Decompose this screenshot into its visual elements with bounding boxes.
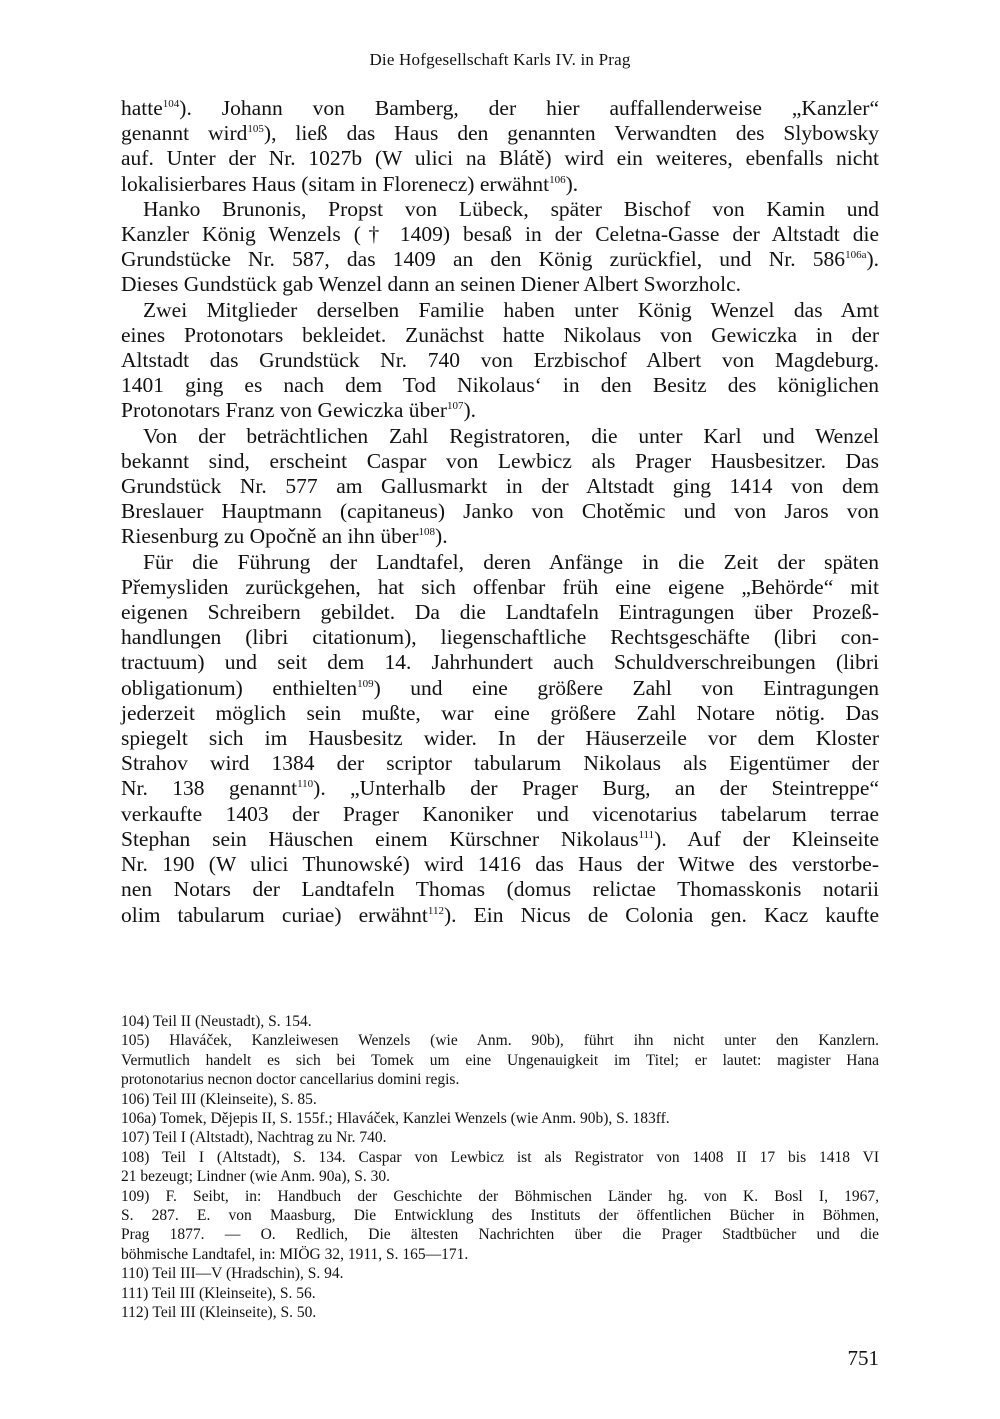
footnote-105-cont: protonotarius necnon doctor cancellarius domini regis. — [121, 1071, 460, 1089]
text-line: Přemysliden zurückgehen, hat sich offenbar früh eine eigene „Behörde“ mit — [121, 574, 879, 599]
text-line: tractuum) und seit dem 14. Jahrhundert auch Schuldverschreibungen (libri — [121, 650, 879, 675]
text-line: bekannt sind, erscheint Caspar von Lewbicz als Prager Hausbesitzer. Das — [121, 448, 879, 473]
text-line: olim tabularum curiae) erwähnt$^{112}$). Ein Nicus de Colonia gen. Kacz kaufte — [121, 902, 879, 927]
footnote-104: 104) Teil II (Neustadt), S. 154. — [121, 1013, 312, 1030]
running-head: Die Hofgesellschaft Karls IV. in Prag — [369, 50, 631, 69]
text-line: Strahov wird 1384 der scriptor tabularum Nikolaus als Eigentümer der — [121, 751, 879, 776]
text-line: verkaufte 1403 der Prager Kanoniker und vicenotarius tabelarum terrae — [121, 801, 879, 826]
text-line: handlungen (libri citationum), liegenschaftliche Rechtsgeschäfte (libri con- — [121, 625, 879, 650]
text-line: Stephan sein Häuschen einem Kürschner Nikolaus$^{111}$). Auf der Kleinseite — [121, 826, 880, 851]
footnote-105-cont: Vermutlich handelt es sich bei Tomek um eine Ungenauigkeit im Titel; er lautet: magister Hana — [121, 1051, 879, 1069]
text-line: Zwei Mitglieder derselben Familie haben unter König Wenzel das Amt — [143, 297, 879, 322]
text-line: Nr. 138 genannt$^{110}$). „Unterhalb der Prager Burg, an der Steintreppe“ — [121, 776, 879, 801]
text-line: Grundstücke Nr. 587, das 1409 an den König zurückfiel, und Nr. $586^{106a}$). — [121, 247, 879, 272]
footnote-ref[interactable]: 110 — [297, 778, 314, 791]
text-line: Riesenburg zu Opočně an ihn über$^{108}$). — [121, 524, 448, 549]
text-line: obligationum) enthielten$^{109}$) und eine größere Zahl von Eintragungen — [121, 675, 879, 700]
footnote-108-cont: 21 bezeugt; Lindner (wie Anm. 90a), S. 30. — [121, 1168, 391, 1186]
footnote-ref[interactable]: 107 — [447, 400, 464, 413]
footnote-ref[interactable]: 112 — [427, 904, 444, 917]
footnotes — [121, 1012, 879, 1323]
text-line: 1401 ging es nach dem Tod Nikolaus‘ in den Besitz des königlichen — [121, 373, 879, 398]
text-line: hatte$^{104}$). Johann von Bamberg, der hier auffallenderweise „Kanzler“ — [121, 96, 879, 120]
footnote-109-cont: Prag 1877. — O. Redlich, Die ältesten Nachrichten über die Prager Stadtbücher und die — [121, 1226, 879, 1244]
footnote-ref[interactable]: 105 — [247, 122, 264, 135]
text-line: Altstadt das Grundstück Nr. 740 von Erzbischof Albert von Magdeburg. — [121, 348, 879, 373]
footnote-111: 111) Teil III (Kleinseite), S. 56. — [121, 1284, 316, 1302]
page-number: 751 — [847, 1346, 879, 1370]
footnote-109-cont: böhmische Landtafel, in: MIÖG 32, 1911, S. 165—171. — [121, 1245, 469, 1263]
text-line: Nr. 190 (W ulici Thunowské) wird 1416 das Haus der Witwe des verstorbe- — [121, 852, 879, 877]
text-line: Grundstück Nr. 577 am Gallusmarkt in der Altstadt ging 1414 von dem — [121, 474, 879, 499]
footnote-106a: 106a) Tomek, Dějepis II, S. 155f.; Hlaváček, Kanzlei Wenzels (wie Anm. 90b), S. 183ff. — [121, 1110, 670, 1128]
footnote-ref[interactable]: 109 — [357, 677, 374, 690]
footnote-ref[interactable]: 104 — [162, 97, 180, 110]
text-line: Für die Führung der Landtafel, deren Anfänge in die Zeit der späten — [143, 549, 879, 574]
footnote-ref[interactable]: 111 — [638, 828, 655, 841]
footnote-106: 106) Teil III (Kleinseite), S. 85. — [121, 1090, 317, 1108]
text-line: Hanko Brunonis, Propst von Lübeck, später Bischof von Kamin und — [143, 196, 879, 221]
text-line: eigenen Schreibern gebildet. Da die Landtafeln Eintragungen über Prozeß- — [121, 600, 879, 625]
text-line: Kanzler König Wenzels († 1409) besaß in der Celetna-Gasse der Altstadt die — [121, 222, 879, 247]
text-line: Protonotars Franz von Gewiczka über$^{107}$). — [121, 398, 477, 423]
text-line: jederzeit möglich sein mußte, war eine größere Zahl Notare nötig. Das — [121, 700, 879, 725]
main-text — [121, 96, 879, 928]
footnote-109: 109) F. Seibt, in: Handbuch der Geschichte der Böhmischen Länder hg. von K. Bosl I, 1967, — [121, 1187, 879, 1205]
footnote-112: 112) Teil III (Kleinseite), S. 50. — [121, 1304, 317, 1322]
text-line: lokalisierbares Haus (sitam in Florenecz) erwähnt$^{106}$). — [121, 171, 579, 196]
text-line: genannt wird$^{105}$), ließ das Haus den genannten Verwandten des Slybowsky — [121, 121, 880, 146]
footnote-107: 107) Teil I (Altstadt), Nachtrag zu Nr. 740. — [121, 1129, 387, 1147]
text-line: spiegelt sich im Hausbesitz wider. In der Häuserzeile vor dem Kloster — [121, 726, 879, 751]
footnote-ref[interactable]: 106 — [549, 173, 566, 186]
text-line: nen Notars der Landtafeln Thomas (domus relictae Thomasskonis notarii — [121, 877, 879, 902]
footnote-ref[interactable]: 106a — [845, 248, 867, 261]
text-line: Breslauer Hauptmann (capitaneus) Janko von Chotěmic und von Jaros von — [121, 499, 879, 524]
text-line: Dieses Gundstück gab Wenzel dann an seinen Diener Albert Sworzholc. — [121, 272, 742, 297]
text-line: eines Protonotars bekleidet. Zunächst hatte Nikolaus von Gewiczka in der — [121, 322, 879, 347]
text-line: Von der beträchtlichen Zahl Registratoren, die unter Karl und Wenzel — [143, 423, 879, 448]
text-line: auf. Unter der Nr. 1027b (W ulici na Blátě) wird ein weiteres, ebenfalls nicht — [121, 146, 879, 171]
footnote-110: 110) Teil III—V (Hradschin), S. 94. — [121, 1265, 344, 1283]
footnote-ref[interactable]: 108 — [418, 526, 436, 539]
footnote-109-cont: S. 287. E. von Maasburg, Die Entwicklung des Instituts der öffentlichen Bücher in Böhmen, — [121, 1207, 879, 1225]
footnote-108: 108) Teil I (Altstadt), S. 134. Caspar von Lewbicz ist als Registrator von 1408 II 17 bis 1418 VI — [121, 1148, 879, 1166]
footnote-105: 105) Hlaváček, Kanzleiwesen Wenzels (wie Anm. 90b), führt ihn nicht unter den Kanzlern. — [121, 1032, 879, 1050]
